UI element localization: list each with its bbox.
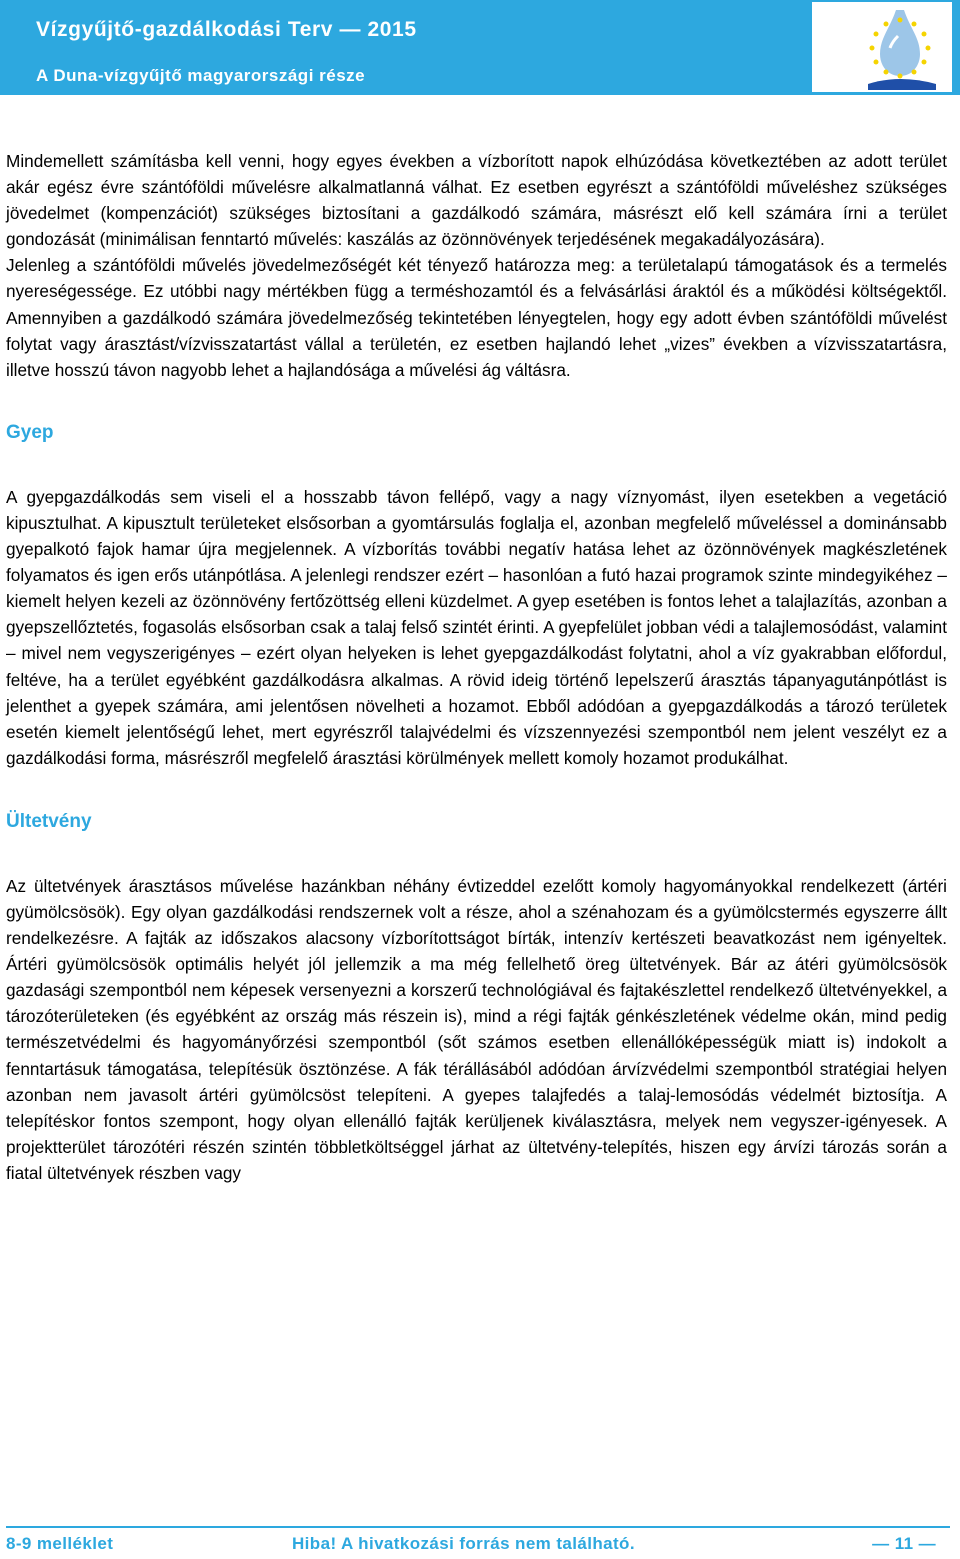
eu-water-drop-logo-icon xyxy=(812,2,952,92)
footer-reference-error: Hiba! A hivatkozási forrás nem található. xyxy=(292,1534,635,1553)
document-body xyxy=(6,148,947,1186)
page-header xyxy=(0,0,960,95)
header-title: Vízgyűjtő-gazdálkodási Terv — 2015 xyxy=(36,18,417,41)
section-heading-gyep: Gyep xyxy=(6,421,54,443)
section-heading-ultetveny: Ültetvény xyxy=(6,810,92,832)
paragraph-4: Az ültetvények árasztásos művelése hazánkban néhány évtizeddel ezelőtt komoly hagyományokkal rendelkezett (ártéri gyümölcsösök). Egy olyan gazdálkodási rendszernek volt a része, ahol a szénahozam és a gyümölcstermés egyszerre állt rendelkezésre. A fajták az időszakos alacsony vízborítottságot bírták, intenzív kertészeti beavatkozást nem igényeltek. Ártéri gyümölcsösök optimális helyét jól jellemzik a ma még fellelhető öreg ültetvények. Bár az átéri gyümölcsösök gazdasági szempontból nem képesek versenyezni a korszerű technológiával és fajtakészlettel rendelkező ültetvényekkel, a tározóterületeken (és egyébként az ország más részein is), mind a régi fajták génkészletének védelme okán, mind pedig természetvédelmi és hagyományőrzési szempontból (sőt számos esetben ellenállóképességük miatt is) indokolt a fenntartásuk támogatása, telepítésük ösztönzése. A fák térállásából adódóan árvízvédelmi szempontból stratégiai helyen azonban nem javasolt ártéri gyümölcsöst telepíteni. A gyepes talajfedés a talaj-lemosódás védelmét biztosítja. A telepítéskor fontos szempont, hogy olyan ellenálló fajták kerüljenek kiválasztásra, melyek nem vegyszer-igényesek. A projektterület tározótéri részén szintén többletköltséggel járhat az ültetvény-telepítés, hiszen egy árvízi tározás során a fiatal ültetvények részben vagy xyxy=(6,875,947,1183)
footer-annex-label: 8-9 melléklet xyxy=(6,1534,114,1553)
footer-divider xyxy=(6,1526,950,1528)
paragraph-3: A gyepgazdálkodás sem viseli el a hosszabb távon fellépő, vagy a nagy víznyomást, ilyen esetekben a vegetáció kipusztulhat. A kipusztult területeket elsősorban a gyomtársulás foglalja el, azonban megfelelő műveléssel a dominánsabb gyepalkotó fajok hamar újra megjelennek. A vízborítás további negatív hatása lehet az özönnövények magkészletének folyamatos és igen erős utánpótlása. A jelenlegi rendszer ezért – hasonlóan a futó hazai programok szinte mindegyikéhez – kiemelt helyen kezeli az özönnövény fertőzöttség elleni küzdelmet. A gyep esetében is fontos lehet a talajlazítás, azonban a gyepszellőztetés, fogasolás elsősorban csak a talaj felső szintét érinti. A gyepfelület jobban védi a talajlemosódást, valamint – mivel nem vegyszerigényes – ezért olyan helyeken is lehet gyepgazdálkodást folytatni, ahol a víz gyakrabban előfordul, feltéve, ha a terület egyébként gazdálkodásra alkalmas. A rövid ideig történő lepelszerű árasztás tápanyagutánpótlást is jelenthet a gyepek számára, ami jelentősen növelheti a hozamot. Ebből adódóan a gyepgazdálkodás a tározó területek esetén kiemelt jelentőségű lehet, mert egyrészről talajvédelmi és vízszennyezési szempontból nem jelent veszélyt ez a gazdálkodási forma, másrészről megfelelő árasztási körülmények mellett komoly hozamot produkálhat. xyxy=(6,486,947,768)
paragraph-2: Jelenleg a szántóföldi művelés jövedelmezőségét két tényező határozza meg: a területalapú támogatások és a termelés nyereségessége. Ez utóbbi nagy mértékben függ a terméshozamtól és a felvásárlási áraktól és a működési költségektől. Amennyiben a gazdálkodó számára jövedelmezőség tekintetében lényegtelen, hogy egy adott évben szántóföldi művelést folytat vagy árasztást/vízvisszatartást vállal a területén, ez esetben hajlandó lehet „vizes” években a vízvisszatartásra, illetve hosszú távon nagyobb lehet a hajlandósága a művelési ág váltásra. xyxy=(6,255,947,380)
header-subtitle: A Duna-vízgyűjtő magyarországi része xyxy=(36,66,366,85)
page-number: — 11 — xyxy=(872,1534,936,1553)
paragraph-1: Mindemellett számításba kell venni, hogy egyes években a vízborított napok elhúzódása következtében az adott terület akár egész évre szántóföldi művelésre alkalmatlanná válhat. Ez esetben egyrészt a szántóföldi műveléshez szükséges jövedelmet (kompenzációt) szükséges biztosítani a gazdálkodó számára, másrészt elő kell számára írni a terület gondozását (minimálisan fenntartó művelés: kaszálás az özönnövények terjedésének megakadályozására). xyxy=(6,151,947,250)
